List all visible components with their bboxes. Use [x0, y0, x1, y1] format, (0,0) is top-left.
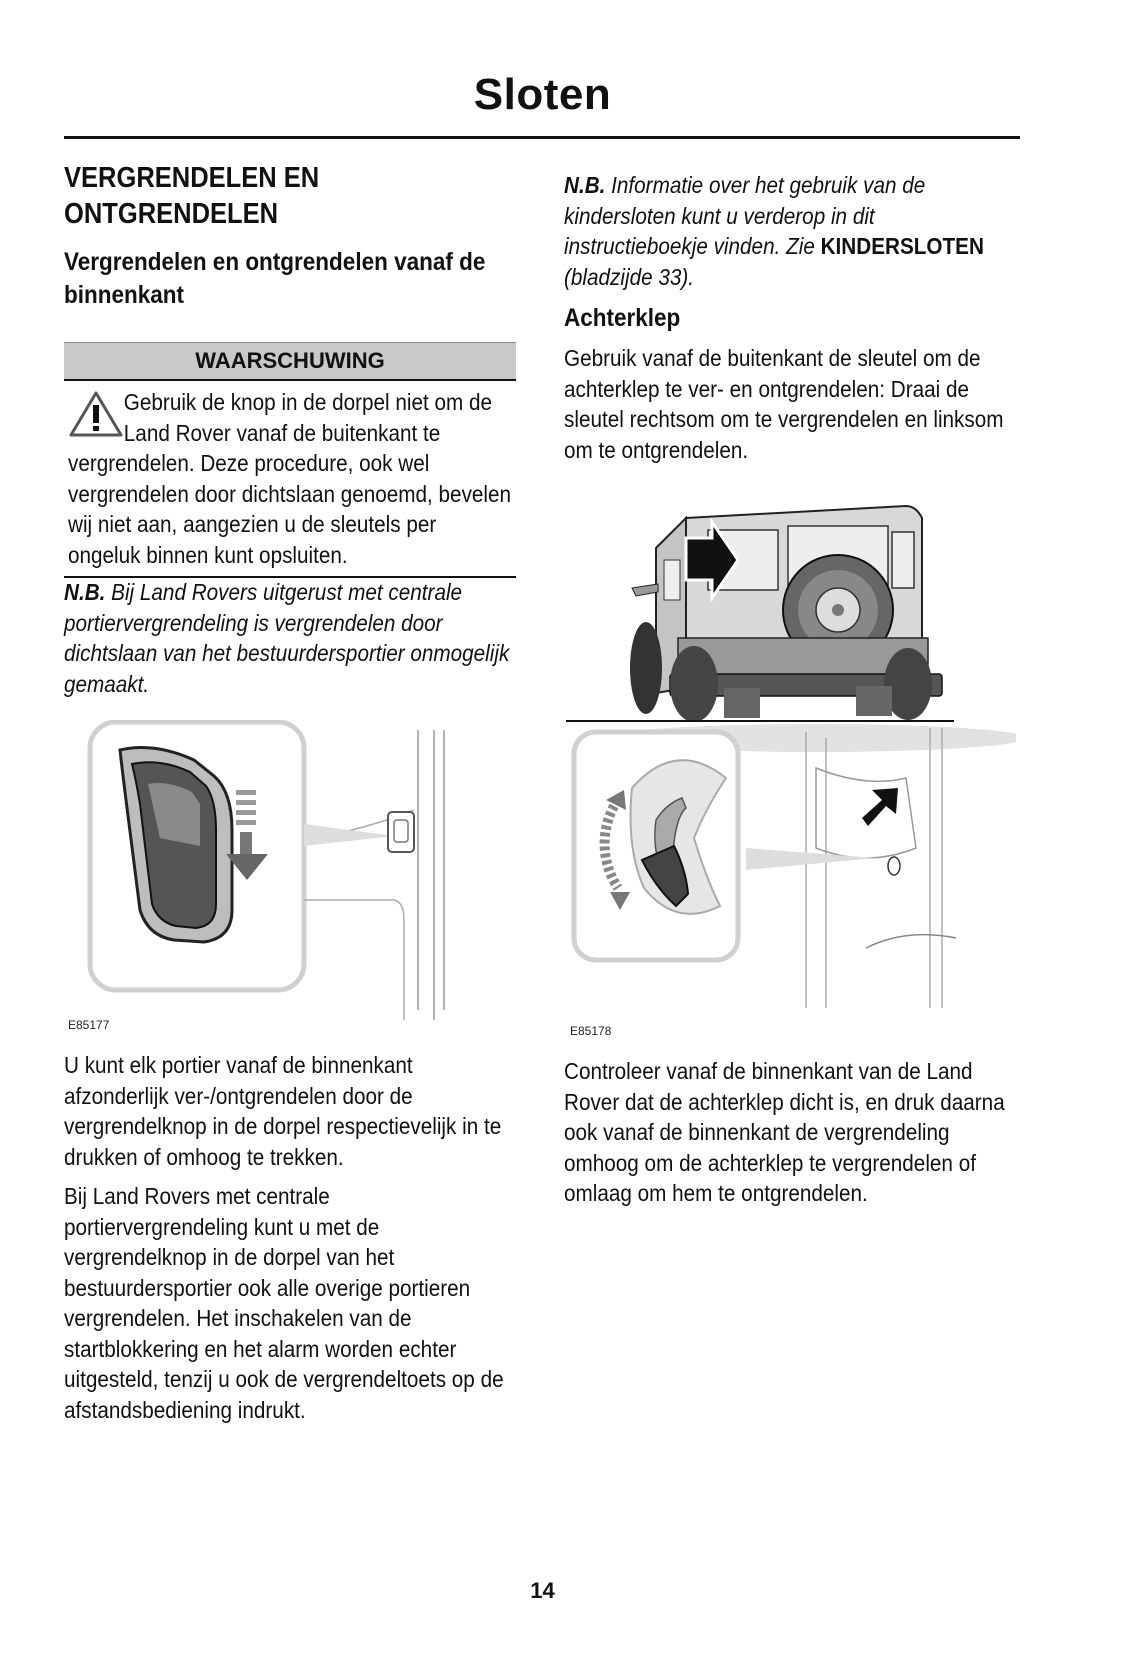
warning-box [64, 342, 516, 578]
page-number: 14 [530, 1578, 555, 1603]
page-title: Sloten [473, 70, 612, 119]
paragraph: Controleer vanaf de binnenkant van de Land Rover dat de achterklep dicht is, en druk daarna ook vanaf de binnenkant de vergrendeling omhoog om de achterklep te vergrendelen of omlaag om hem te ontgrendelen. [564, 1058, 1005, 1206]
paragraph: U kunt elk portier vanaf de binnenkant afzonderlijk ver-/ontgrendelen door de vergrendelknop in de dorpel respectievelijk in te drukken of omhoog te trekken. [64, 1052, 502, 1170]
kindersloten-link[interactable]: KINDERSLOTEN [820, 233, 984, 259]
door-sill-lock-illustration [64, 720, 484, 1020]
right-column-top [564, 170, 1009, 474]
note-text: Bij Land Rovers uitgerust met centrale portiervergrendeling is vergrendelen door dichtslaan van het bestuurdersportier onmogelijk gemaakt. [64, 579, 510, 697]
paragraph: Bij Land Rovers met centrale portiervergrendeling kunt u met de vergrendelknop in de dorpel van het bestuurdersportier ook alle overige portieren vergrendelen. Het inschakelen van de startblokkering en het alarm worden echter uitgesteld, tenzij u ook de vergrendeltoets op de afstandsbediening indrukt. [64, 1183, 504, 1423]
tailgate-lock-detail [574, 728, 956, 1008]
right-body [564, 1056, 1009, 1218]
left-column-top [64, 160, 516, 312]
subsection-heading: Vergrendelen en ontgrendelen vanaf de binnenkant [64, 248, 486, 309]
left-body [64, 1050, 516, 1434]
left-note [64, 577, 516, 708]
figure-label-right: E85178 [570, 1024, 612, 1038]
warning-text: Gebruik de knop in de dorpel niet om de Land Rover vanaf de buitenkant te vergrendelen. Deze procedure, ook wel vergrendelen door dichtslaan genoemd, bevelen wij niet aan, aangezien u de sleutels per ongeluk binnen kunt opsluiten. [68, 389, 512, 568]
section-heading: VERGRENDELEN EN ONTGRENDELEN [64, 162, 320, 230]
paragraph: Gebruik vanaf de buitenkant de sleutel om de achterklep te ver- en ontgrendelen: Draai de sleutel rechtsom om te vergrendelen en linksom om te ontgrendelen. [564, 345, 1004, 463]
vehicle-rear-drawing [606, 506, 1016, 752]
note-text: Informatie over het gebruik van de kindersloten kunt u verderop in dit instructieboekje vinden. Zie [564, 172, 926, 259]
warning-label: WAARSCHUWING [64, 342, 516, 381]
note-label: N.B. [64, 579, 106, 605]
note-label: N.B. [564, 172, 606, 198]
title-divider [64, 136, 1020, 139]
note-text-after: (bladzijde 33). [564, 263, 695, 290]
tailgate-lock-illustration [566, 488, 1016, 1028]
figure-label-left: E85177 [68, 1018, 110, 1032]
achterklep-heading: Achterklep [564, 304, 681, 332]
